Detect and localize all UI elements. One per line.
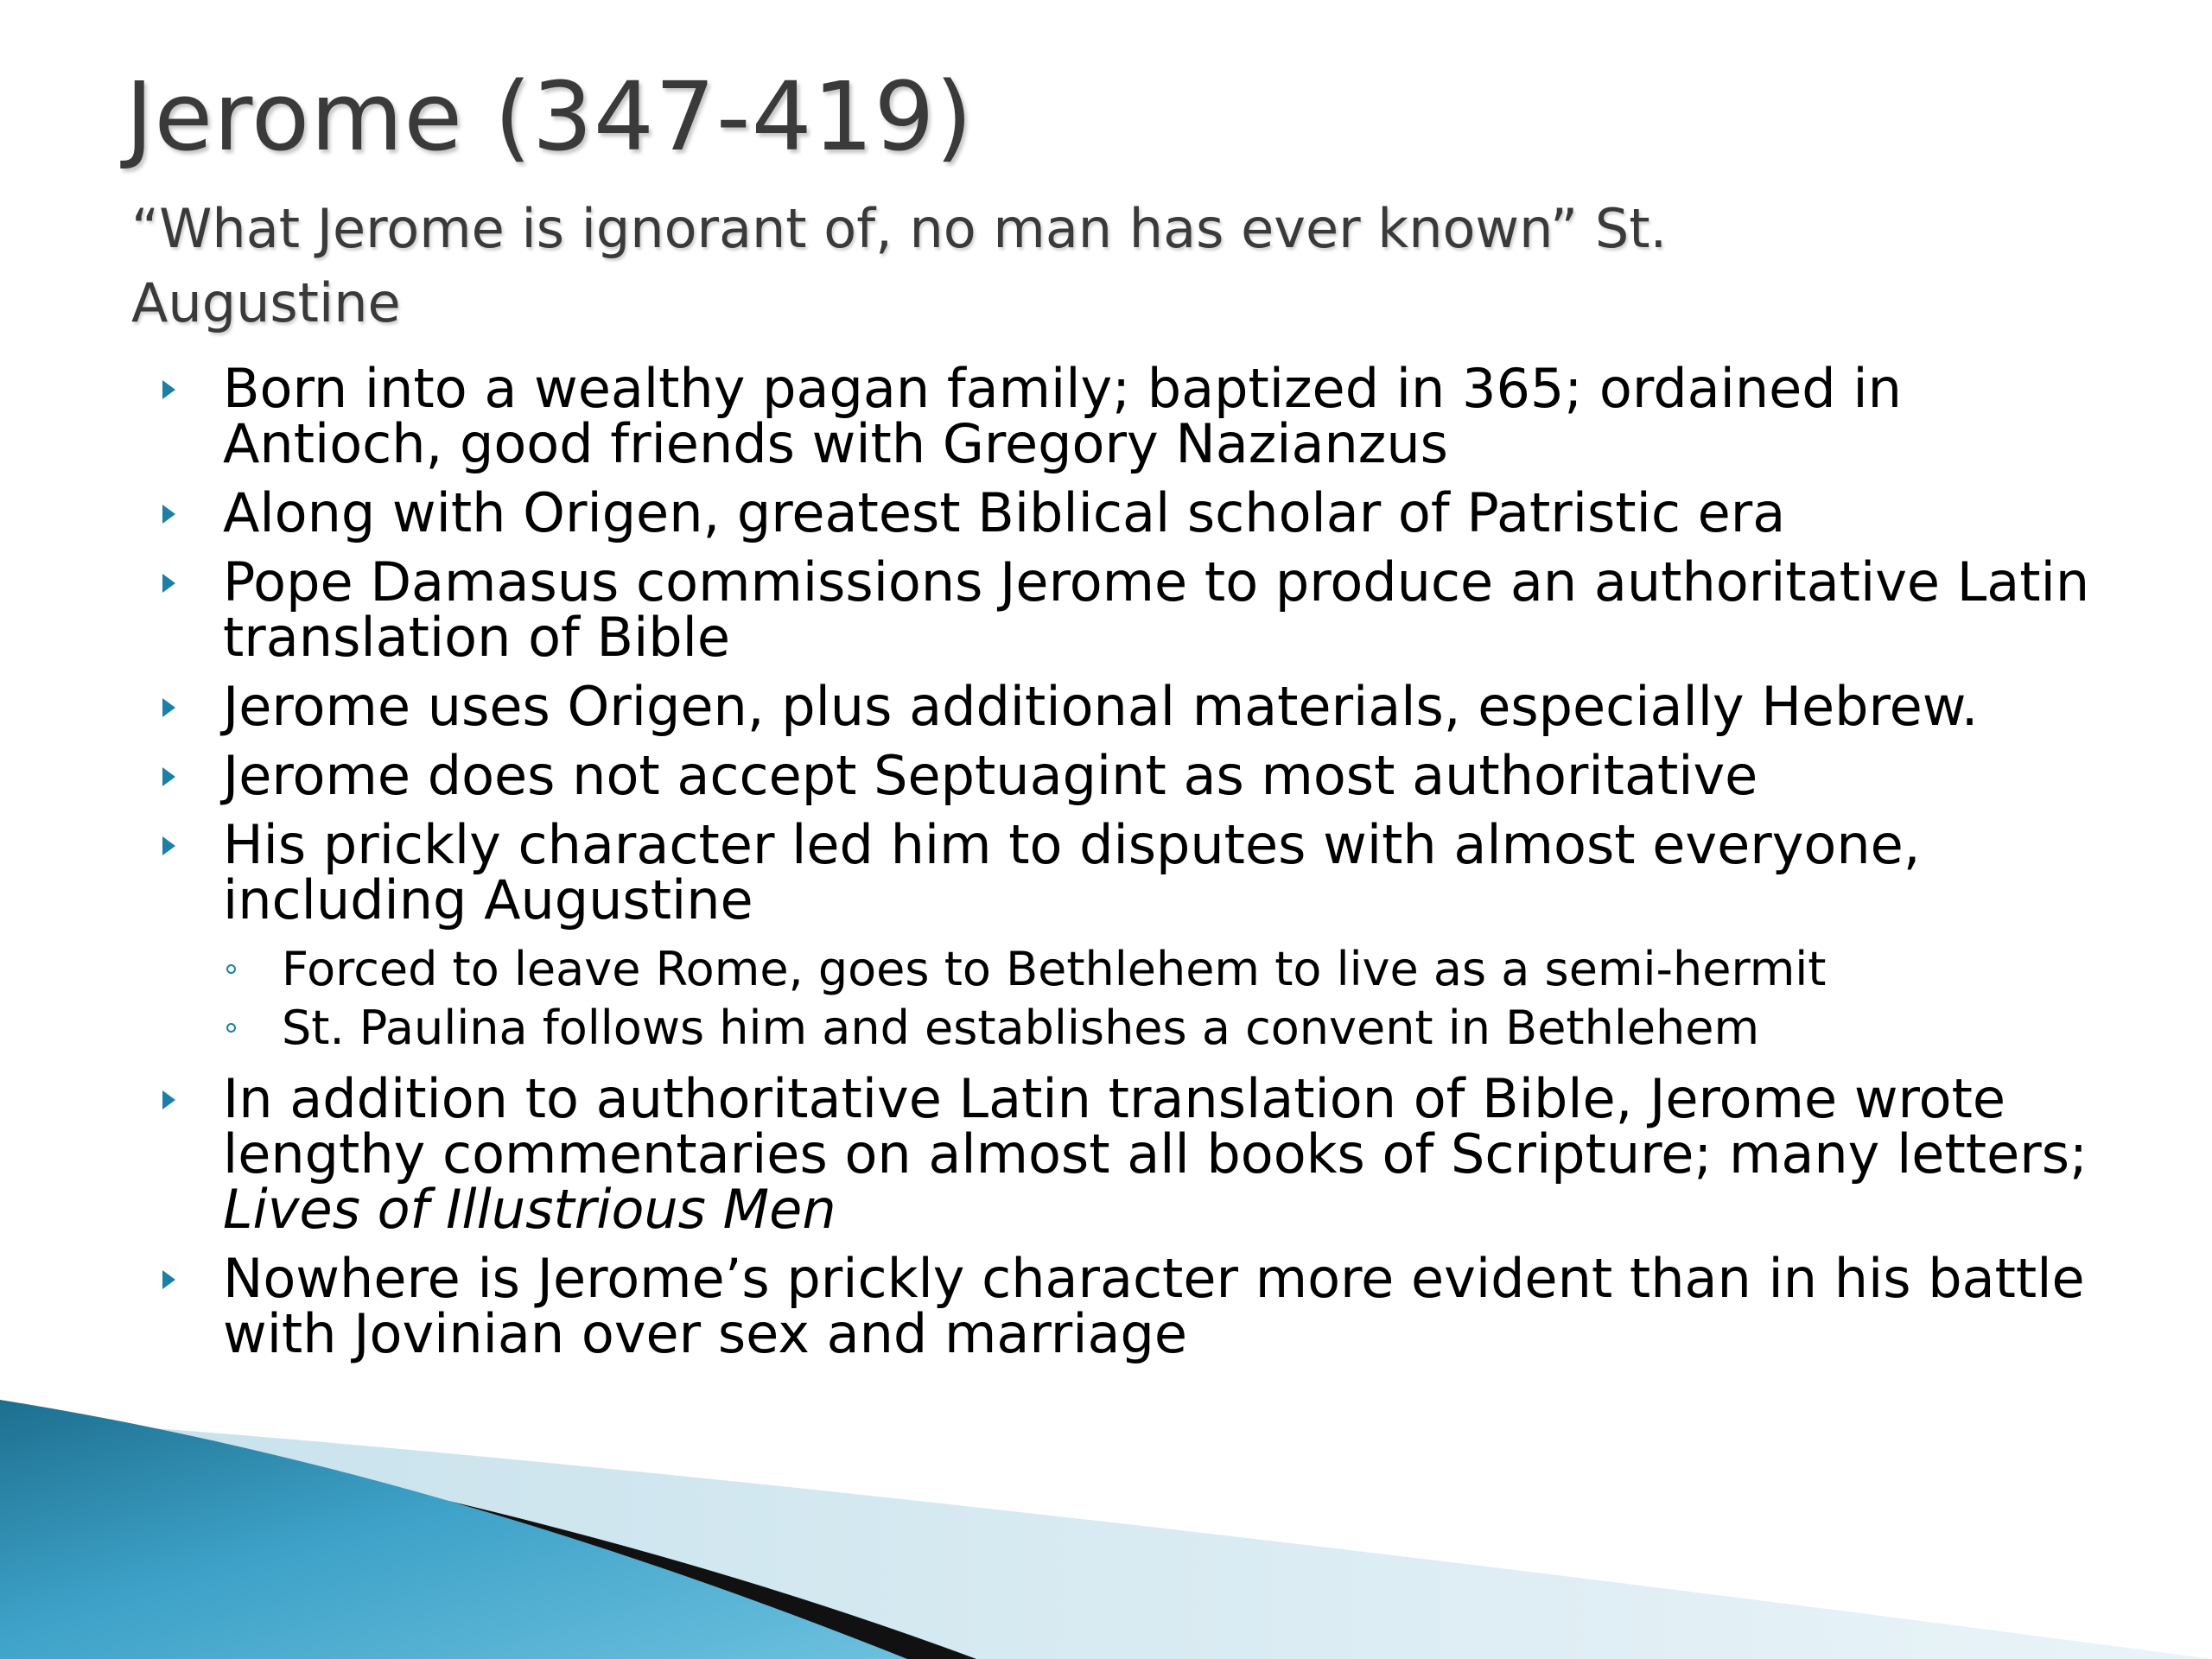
bullet-item: [156, 675, 2126, 738]
bullet-item: [156, 1067, 2126, 1241]
bullet-arrow-icon: [162, 698, 175, 717]
bullet-text: Along with Origen, greatest Biblical scholar of Patristic era: [223, 481, 1786, 544]
sub-bullet-ring-icon: [226, 964, 236, 974]
bullet-text: Jerome uses Origen, plus additional materials, especially Hebrew.: [223, 675, 1979, 738]
sub-bullet-text: St. Paulina follows him and establishes a convent in Bethlehem: [282, 1001, 1760, 1055]
bullet-text: Pope Damasus commissions Jerome to produce an authoritative Latin translation of Bible: [223, 550, 2090, 669]
bullet-arrow-icon: [162, 574, 175, 593]
bullet-text: Born into a wealthy pagan family; baptized in 365; ordained in Antioch, good friends with Gregory Nazianzus: [223, 357, 1902, 475]
slide-subtitle-quote: [131, 192, 1946, 340]
slide-title: Jerome (347-419): [125, 61, 974, 172]
bullet-item: [156, 1247, 2126, 1365]
bullet-arrow-icon: [162, 505, 175, 524]
sub-bullet-list: [223, 940, 2126, 1058]
bullet-item: [156, 481, 2126, 544]
bullet-item: [156, 744, 2126, 807]
bullet-list: [156, 357, 2126, 1376]
book-title-italic: Lives of Illustrious Men: [223, 1178, 836, 1241]
sub-bullet-ring-icon: [226, 1023, 236, 1033]
sub-bullet-item: [219, 940, 2126, 999]
bullet-item: [156, 550, 2126, 669]
bullet-item: [156, 813, 2126, 1058]
subtitle-line-2: Augustine: [131, 271, 401, 334]
sub-bullet-text: Forced to leave Rome, goes to Bethlehem to live as a semi-hermit: [282, 942, 1827, 996]
bullet-text: In addition to authoritative Latin translation of Bible, Jerome wrote lengthy commentaries on almost all books of Scripture; many letters;: [223, 1067, 2088, 1185]
bullet-arrow-icon: [162, 836, 175, 855]
bullet-arrow-icon: [162, 380, 175, 399]
bullet-text: Nowhere is Jerome’s prickly character more evident than in his battle with Jovinian over sex and marriage: [223, 1247, 2085, 1365]
bullet-text: His prickly character led him to disputes with almost everyone, including Augustine: [223, 813, 1921, 931]
bullet-arrow-icon: [162, 1270, 175, 1289]
bullet-arrow-icon: [162, 1090, 175, 1109]
subtitle-line-1: “What Jerome is ignorant of, no man has ever known” St.: [131, 197, 1668, 260]
bullet-item: [156, 357, 2126, 475]
sub-bullet-item: [219, 999, 2126, 1058]
bullet-arrow-icon: [162, 767, 175, 786]
bullet-text: Jerome does not accept Septuagint as most authoritative: [223, 744, 1758, 807]
